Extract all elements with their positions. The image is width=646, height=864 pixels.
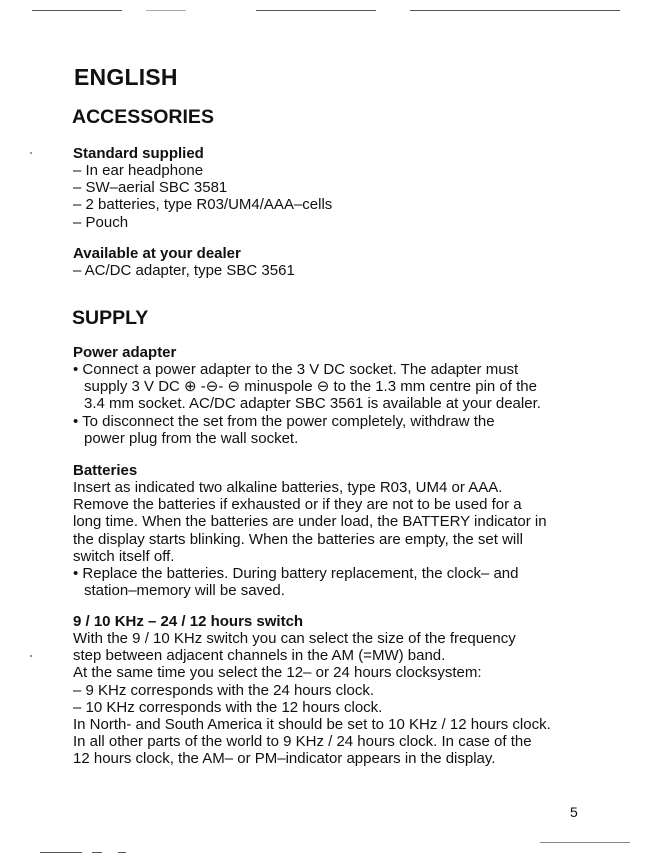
subheading-standard-supplied: Standard supplied <box>73 145 204 162</box>
paragraph-line: station–memory will be saved. <box>84 582 285 600</box>
page-number: 5 <box>570 804 578 820</box>
paragraph-line: power plug from the wall socket. <box>84 429 299 447</box>
list-item: – In ear headphone <box>73 162 204 179</box>
scan-artifact-line <box>32 10 122 11</box>
paragraph-line: switch itself off. <box>73 547 175 565</box>
paragraph-line: At the same time you select the 12– or 24 hours clocksystem: <box>73 664 482 682</box>
paragraph-line: In all other parts of the world to 9 KHz / 24 hours clock. In case of the <box>73 733 532 751</box>
scan-artifact-line <box>40 852 82 853</box>
paragraph-line: supply 3 V DC ⊕ -⊖- ⊖ minuspole ⊖ to the 1.3 mm centre pin of the <box>84 378 537 396</box>
scan-artifact-line <box>118 852 126 853</box>
scan-artifact-line <box>256 10 376 11</box>
paragraph-line: • Connect a power adapter to the 3 V DC socket. The adapter must <box>73 361 519 378</box>
paragraph-line: the display starts blinking. When the batteries are empty, the set will <box>73 530 523 548</box>
scan-artifact-dot <box>30 655 32 657</box>
paragraph-line: 3.4 mm socket. AC/DC adapter SBC 3561 is available at your dealer. <box>84 395 541 413</box>
list-item: – SW–aerial SBC 3581 <box>73 179 228 197</box>
paragraph-line: 12 hours clock, the AM– or PM–indicator appears in the display. <box>73 750 496 768</box>
scan-artifact-line <box>146 10 186 11</box>
khz-switch-section <box>73 613 593 768</box>
paragraph-line: – 10 KHz corresponds with the 12 hours clock. <box>73 698 383 716</box>
paragraph-line: Remove the batteries if exhausted or if they are not to be used for a <box>73 496 522 514</box>
paragraph-line: step between adjacent channels in the AM (=MW) band. <box>73 647 446 665</box>
standard-supplied-section <box>73 145 593 231</box>
subheading-power-adapter: Power adapter <box>73 344 177 361</box>
scan-artifact-line <box>92 852 102 853</box>
subheading-batteries: Batteries <box>73 462 138 479</box>
scan-artifact-line <box>410 10 620 11</box>
batteries-section <box>73 462 593 599</box>
list-item: – AC/DC adapter, type SBC 3561 <box>73 262 295 279</box>
paragraph-line: long time. When the batteries are under load, the BATTERY indicator in <box>73 513 547 531</box>
paragraph-line: • To disconnect the set from the power completely, withdraw the <box>73 412 495 430</box>
scan-artifact-dot <box>30 152 32 154</box>
scan-artifact-line <box>540 842 630 843</box>
standard-supplied-list <box>73 162 593 231</box>
dealer-section <box>73 245 593 279</box>
paragraph-line: With the 9 / 10 KHz switch you can select the size of the frequency <box>73 630 516 647</box>
section-heading-supply: SUPPLY <box>72 307 149 329</box>
paragraph-line: Insert as indicated two alkaline batteries, type R03, UM4 or AAA. <box>73 479 503 496</box>
list-item: – Pouch <box>73 213 129 231</box>
power-adapter-section <box>73 344 593 447</box>
subheading-khz-switch: 9 / 10 KHz – 24 / 12 hours switch <box>73 613 304 630</box>
paragraph-line: – 9 KHz corresponds with the 24 hours clock. <box>73 681 374 699</box>
paragraph-line: In North- and South America it should be set to 10 KHz / 12 hours clock. <box>73 716 551 734</box>
section-heading-accessories: ACCESSORIES <box>72 106 214 128</box>
list-item: – 2 batteries, type R03/UM4/AAA–cells <box>73 196 333 214</box>
subheading-available-dealer: Available at your dealer <box>73 245 241 262</box>
page-title: ENGLISH <box>74 64 178 90</box>
paragraph-line: • Replace the batteries. During battery replacement, the clock– and <box>73 565 519 583</box>
